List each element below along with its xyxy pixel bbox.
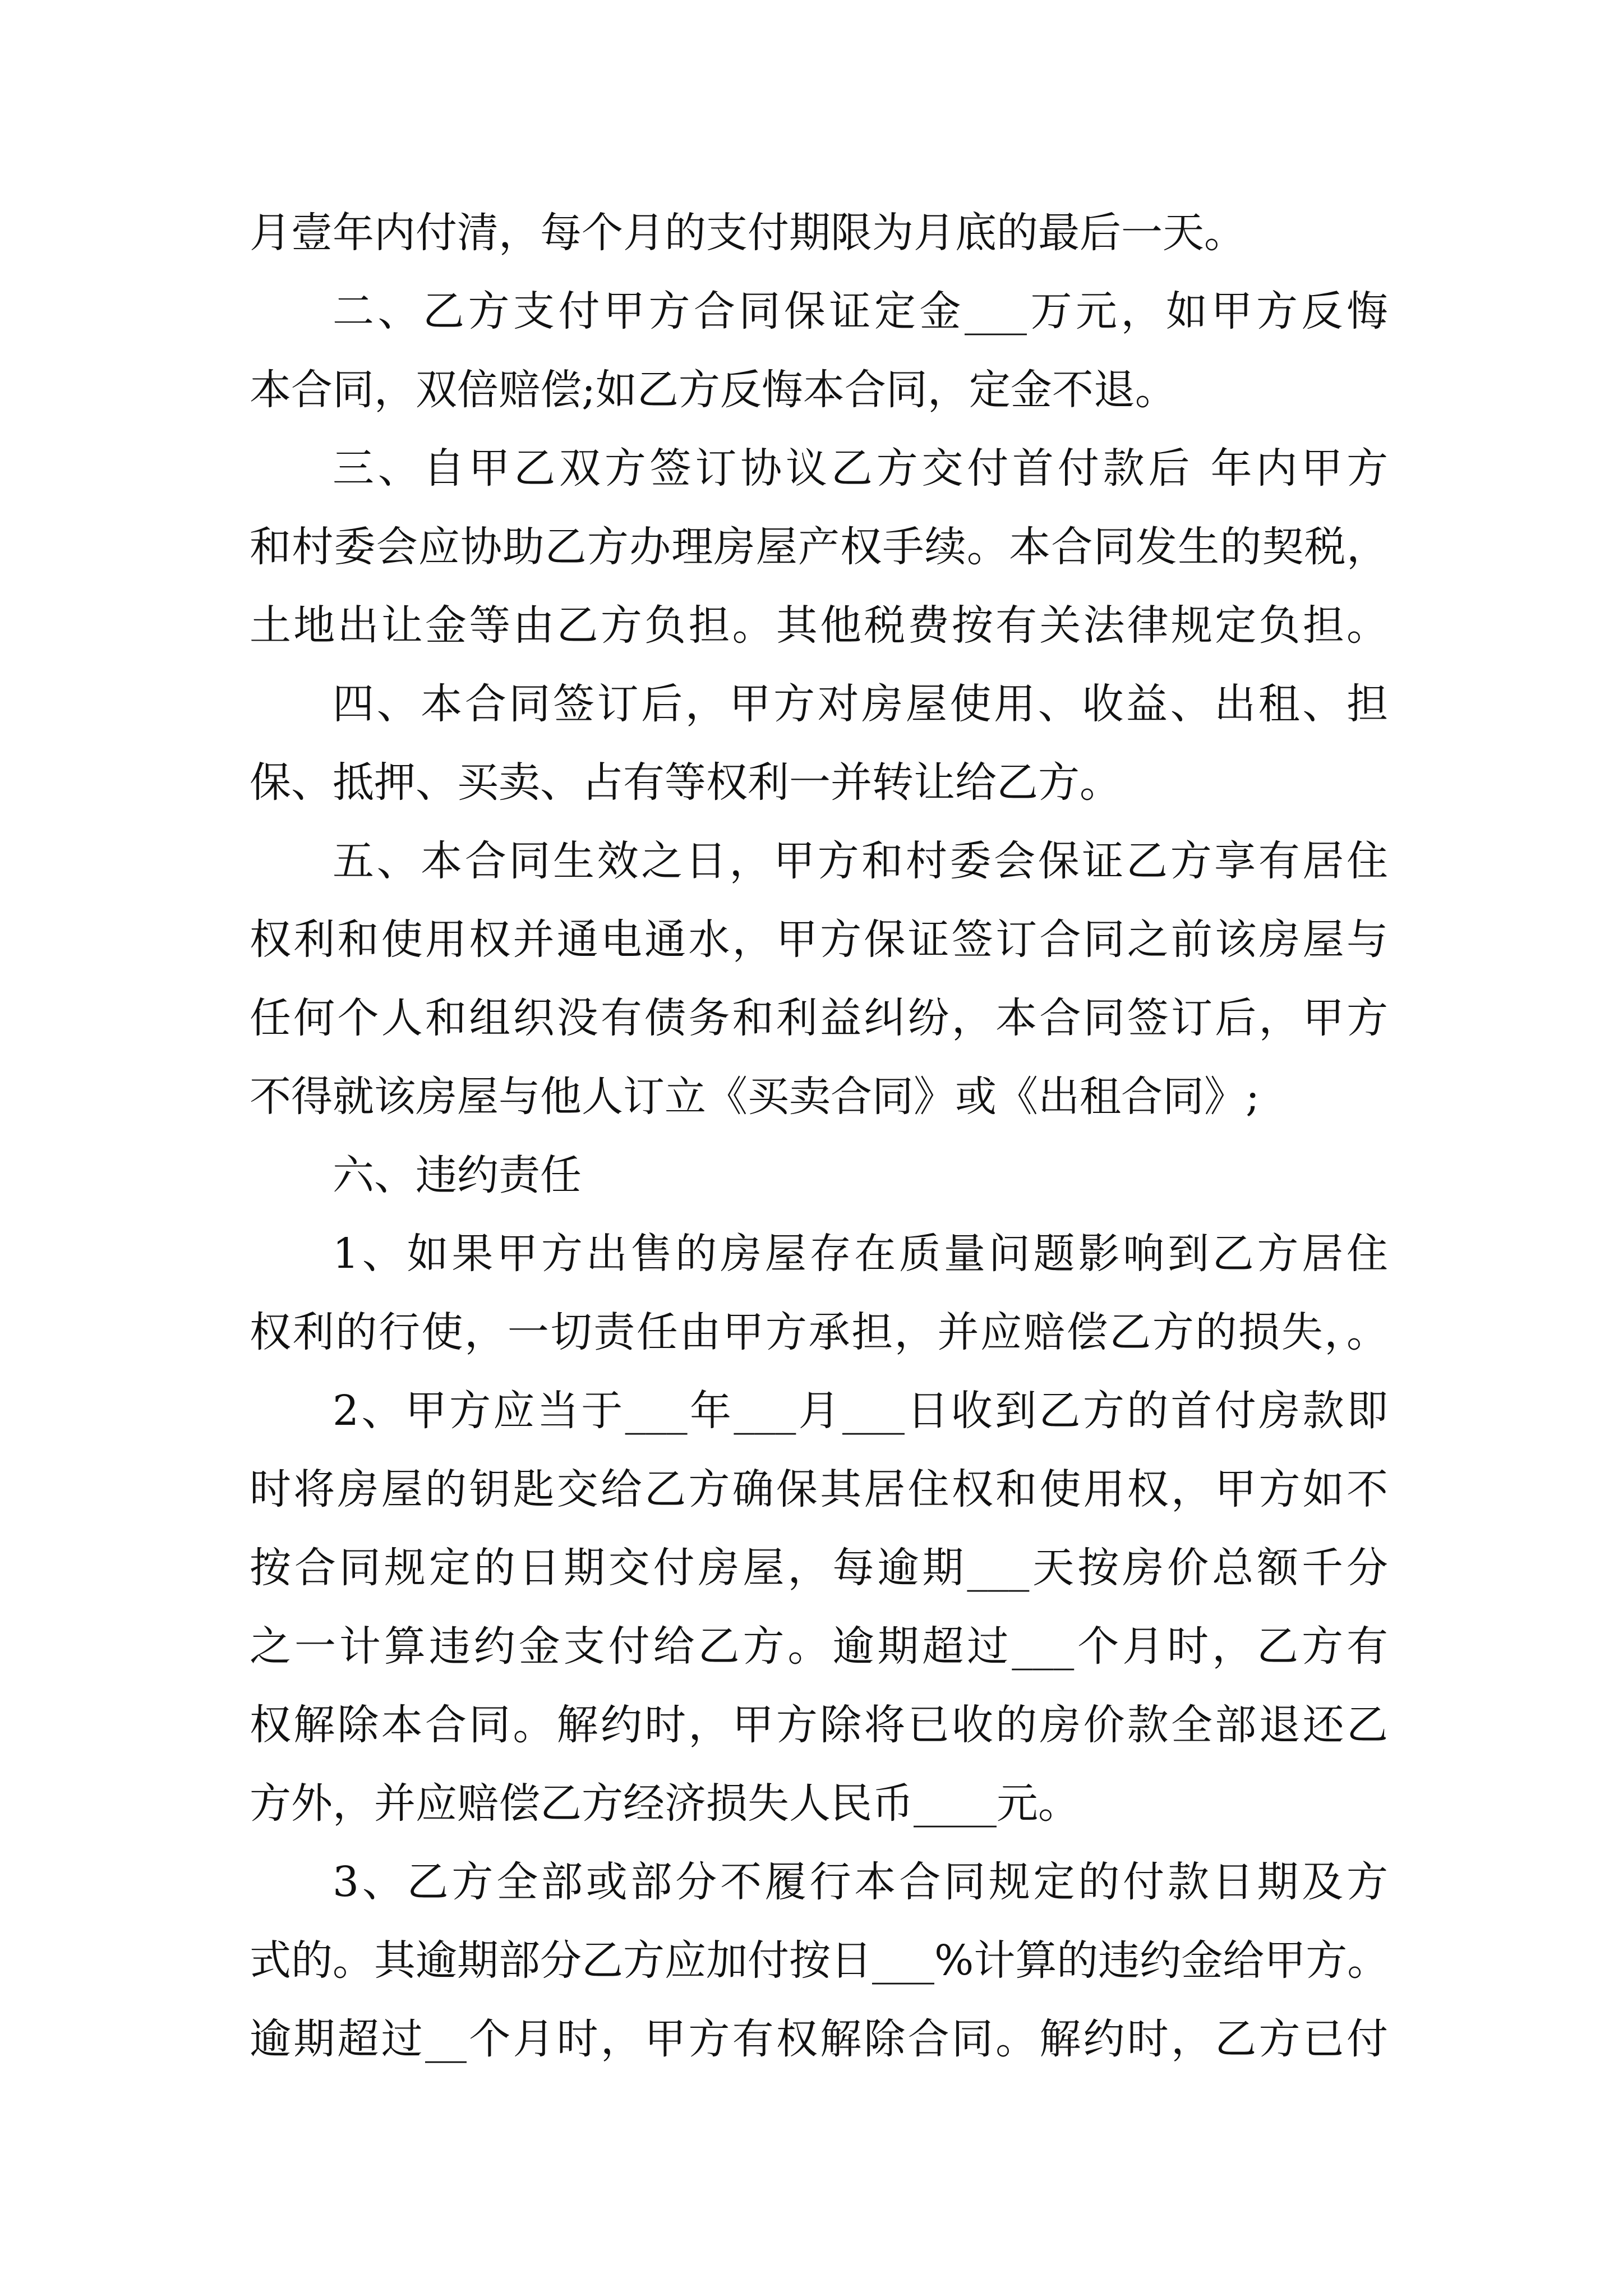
text-line: 和村委会应协助乙方办理房屋产权手续。本合同发生的契税， bbox=[250, 523, 1388, 571]
text-line: 土地出让金等由乙方负担。其他税费按有关法律规定负担。 bbox=[250, 601, 1388, 650]
text-line: 权解除本合同。解约时，甲方除将已收的房价款全部退还乙 bbox=[250, 1701, 1388, 1749]
text-line: 方外，并应赔偿乙方经济损失人民币____元。 bbox=[250, 1779, 1080, 1828]
text-line: 按合同规定的日期交付房屋，每逾期___天按房价总额千分 bbox=[250, 1544, 1388, 1592]
text-line: 本合同，双倍赔偿;如乙方反悔本合同，定金不退。 bbox=[250, 366, 1177, 414]
text-line: 权利的行使，一切责任由甲方承担，并应赔偿乙方的损失，。 bbox=[250, 1308, 1388, 1356]
text-line: 四、本合同签订后，甲方对房屋使用、收益、出租、担 bbox=[333, 680, 1388, 728]
text-line: 五、本合同生效之日，甲方和村委会保证乙方享有居住 bbox=[333, 837, 1388, 885]
text-line: 2、甲方应当于___年___月___日收到乙方的首付房款即 bbox=[333, 1387, 1388, 1435]
text-line: 不得就该房屋与他人订立《买卖合同》或《出租合同》; bbox=[250, 1073, 1260, 1121]
text-line: 3、乙方全部或部分不履行本合同规定的付款日期及方 bbox=[333, 1858, 1388, 1906]
text-line: 逾期超过__个月时，甲方有权解除合同。解约时，乙方已付 bbox=[250, 2015, 1388, 2063]
text-line: 1、如果甲方出售的房屋存在质量问题影响到乙方居住 bbox=[333, 1230, 1388, 1278]
text-line: 二、乙方支付甲方合同保证定金___万元，如甲方反悔 bbox=[333, 287, 1388, 335]
section-heading: 六、违约责任 bbox=[333, 1151, 582, 1199]
text-line: 任何个人和组织没有债务和利益纠纷，本合同签订后，甲方 bbox=[250, 994, 1388, 1042]
text-line: 月壹年内付清，每个月的支付期限为月底的最后一天。 bbox=[250, 209, 1246, 257]
text-line: 保、抵押、买卖、占有等权利一并转让给乙方。 bbox=[250, 758, 1121, 807]
text-line: 式的。其逾期部分乙方应加付按日___%计算的违约金给甲方。 bbox=[250, 1936, 1389, 1985]
text-line: 之一计算违约金支付给乙方。逾期超过___个月时，乙方有 bbox=[250, 1622, 1388, 1671]
text-line: 三、自甲乙双方签订协议乙方交付首付款后 年内甲方 bbox=[333, 444, 1388, 493]
text-line: 权利和使用权并通电通水，甲方保证签订合同之前该房屋与 bbox=[250, 915, 1388, 964]
text-line: 时将房屋的钥匙交给乙方确保其居住权和使用权，甲方如不 bbox=[250, 1465, 1388, 1513]
